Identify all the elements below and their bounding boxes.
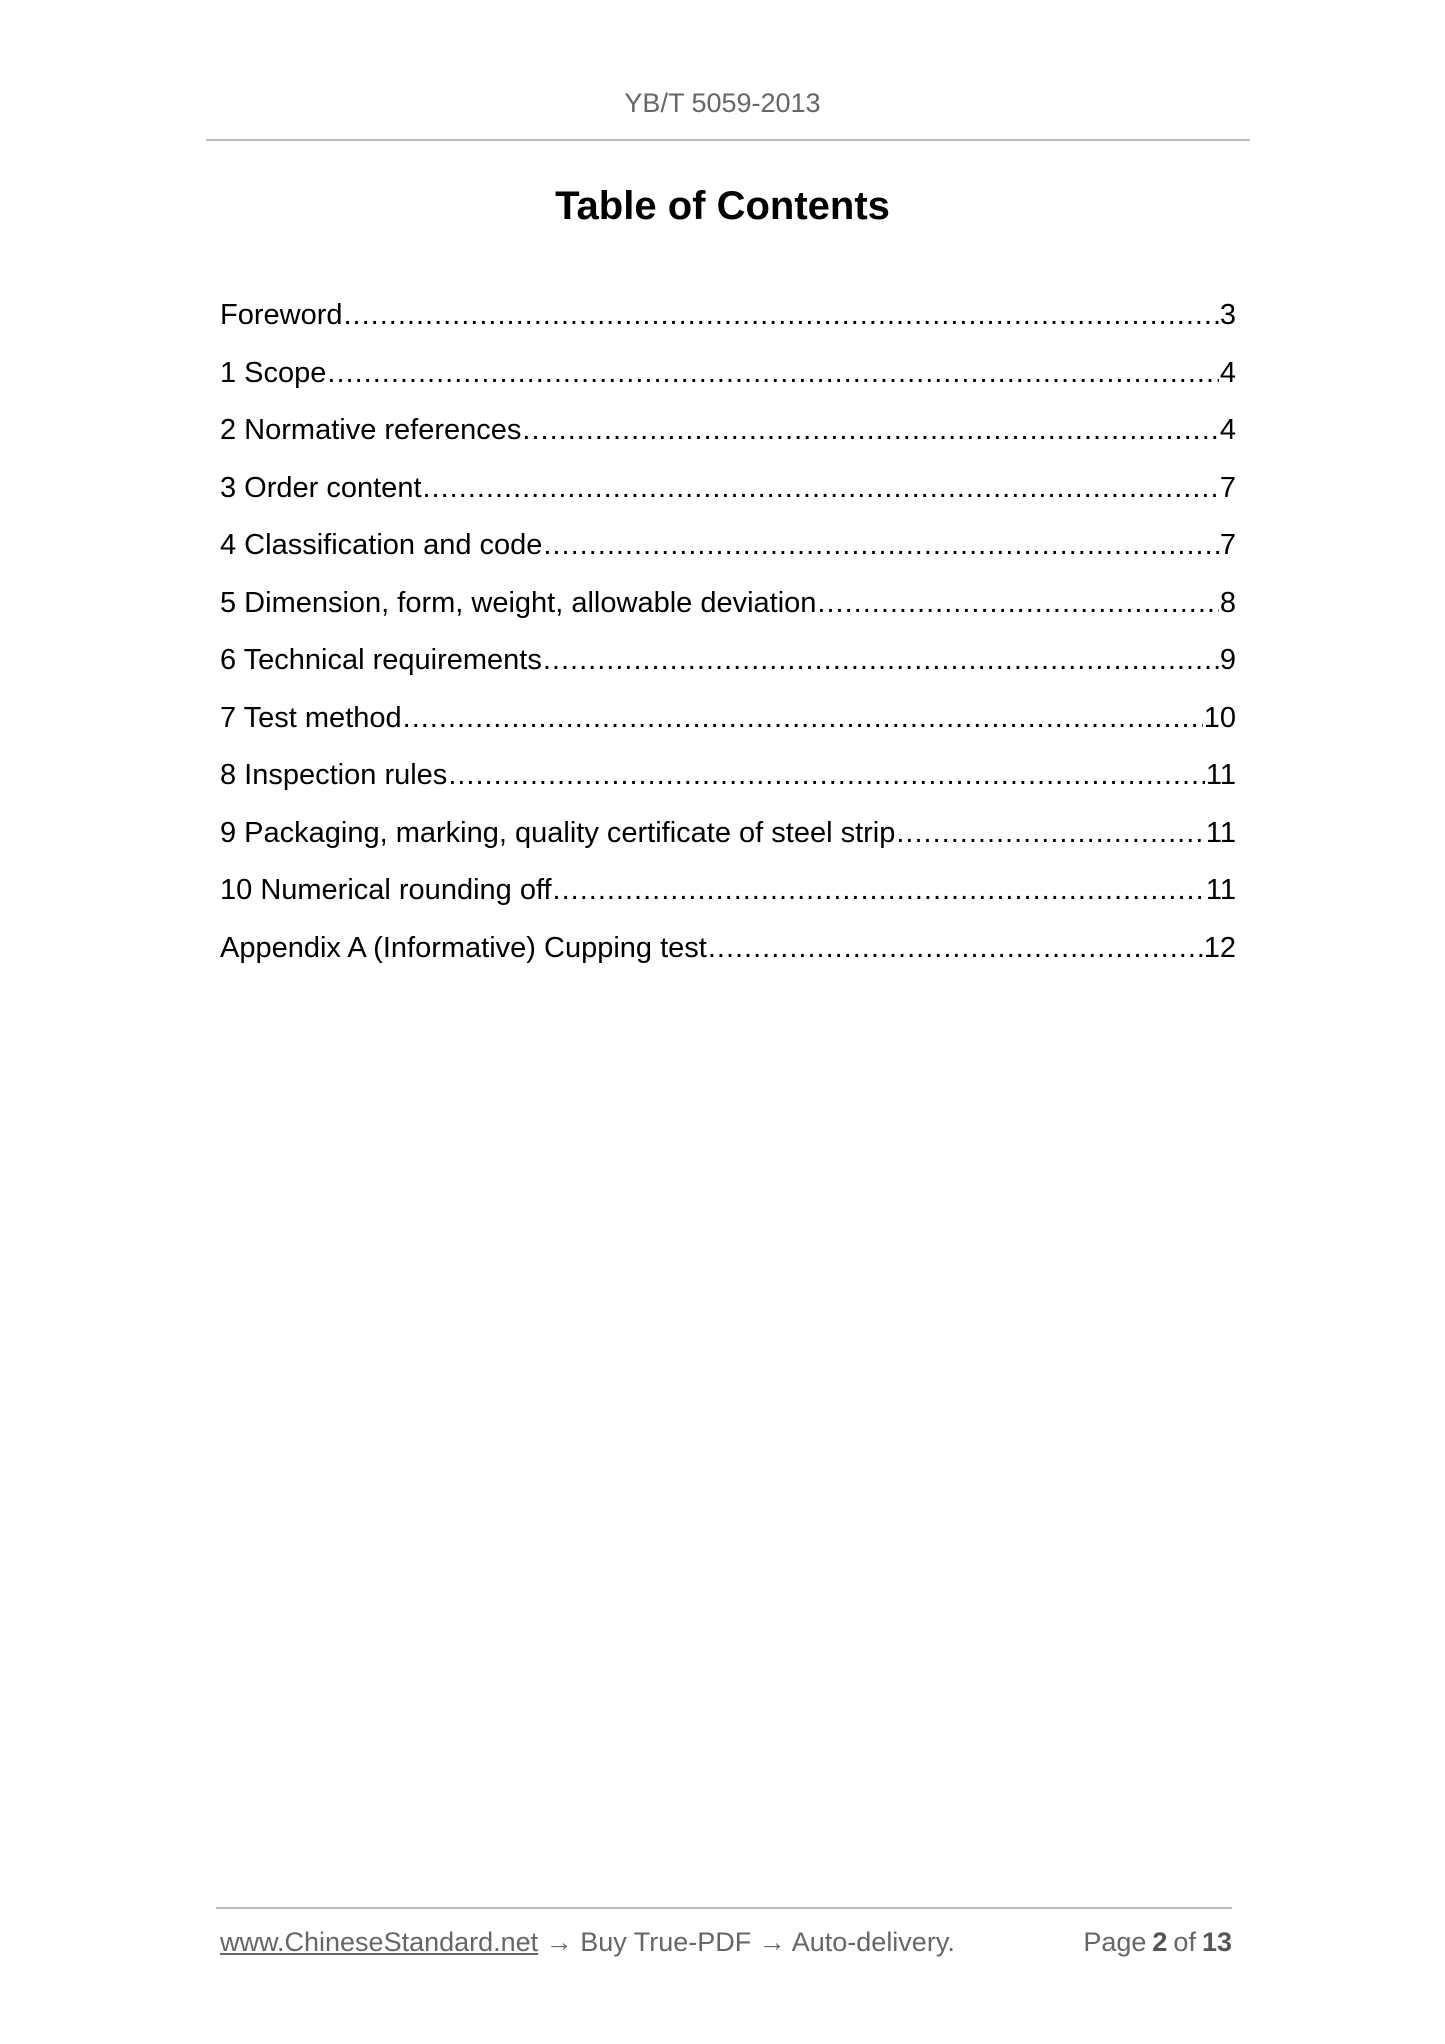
toc-dot-leader xyxy=(522,409,1218,451)
toc-entry-classification[interactable] xyxy=(220,524,1236,582)
toc-entry-label: 4 Classification and code xyxy=(220,529,543,561)
toc-entry-page: 8 xyxy=(1219,586,1236,619)
toc-entry-page: 11 xyxy=(1205,759,1236,791)
toc-entry-test-method[interactable] xyxy=(220,697,1236,755)
toc-entry-label: 8 Inspection rules xyxy=(220,759,448,791)
page-title: Table of Contents xyxy=(555,184,890,228)
toc-entry-page: 9 xyxy=(1219,644,1236,676)
toc-dot-leader xyxy=(423,467,1219,509)
toc-entry-label: 5 Dimension, form, weight, allowable deviation xyxy=(220,586,817,619)
toc-entry-label: Appendix A (Informative) Cupping test xyxy=(220,931,707,964)
toc-entry-page: 11 xyxy=(1205,816,1236,849)
toc-entry-packaging[interactable] xyxy=(220,812,1236,870)
toc-dot-leader xyxy=(448,754,1205,796)
toc-entry-numerical-rounding[interactable] xyxy=(220,869,1236,927)
toc-entry-page: 7 xyxy=(1219,471,1236,504)
toc-entry-page: 12 xyxy=(1203,931,1236,964)
toc-entry-label: 6 Technical requirements xyxy=(220,644,542,676)
toc-entry-technical-requirements[interactable] xyxy=(220,639,1236,697)
footer-left xyxy=(220,1927,955,1958)
toc-entry-label: 10 Numerical rounding off xyxy=(220,874,552,906)
toc-dot-leader xyxy=(708,927,1203,969)
toc-entry-label: Foreword xyxy=(220,299,343,331)
of-word: of xyxy=(1173,1927,1196,1957)
toc-entry-foreword[interactable] xyxy=(220,294,1236,352)
footer-tagline: → Buy True-PDF → Auto-delivery. xyxy=(538,1927,955,1957)
toc-dot-leader xyxy=(817,582,1218,624)
page-number xyxy=(1077,1927,1232,1958)
toc-entry-normative-references[interactable] xyxy=(220,409,1236,467)
toc-entry-label: 9 Packaging, marking, quality certificate of steel strip xyxy=(220,816,896,849)
toc-entry-label: 3 Order content xyxy=(220,471,422,504)
toc-entry-page: 4 xyxy=(1219,414,1236,446)
toc-list xyxy=(220,294,1236,984)
toc-dot-leader xyxy=(553,869,1205,911)
toc-entry-page: 4 xyxy=(1219,356,1236,389)
page-footer xyxy=(220,1927,1232,1958)
page-current: 2 xyxy=(1152,1927,1168,1957)
toc-entry-label: 7 Test method xyxy=(220,701,402,734)
toc-entry-label: 2 Normative references xyxy=(220,414,522,446)
toc-dot-leader xyxy=(403,697,1203,739)
toc-entry-order-content[interactable] xyxy=(220,467,1236,525)
toc-dot-leader xyxy=(327,352,1218,394)
toc-entry-page: 10 xyxy=(1203,701,1236,734)
footer-divider xyxy=(216,1907,1232,1909)
toc-entry-scope[interactable] xyxy=(220,352,1236,410)
toc-entry-page: 7 xyxy=(1219,529,1236,561)
page-total: 13 xyxy=(1201,1927,1232,1957)
toc-dot-leader xyxy=(543,524,1218,566)
toc-dot-leader xyxy=(896,812,1205,854)
page-word: Page xyxy=(1083,1927,1147,1957)
toc-entry-dimension[interactable] xyxy=(220,582,1236,640)
footer-website-link[interactable]: www.ChineseStandard.net xyxy=(220,1927,539,1957)
toc-entry-page: 11 xyxy=(1205,874,1236,906)
header-divider xyxy=(206,139,1250,141)
toc-entry-page: 3 xyxy=(1219,299,1236,331)
toc-entry-appendix-a[interactable] xyxy=(220,927,1236,985)
toc-dot-leader xyxy=(344,294,1219,336)
toc-dot-leader xyxy=(543,639,1219,681)
toc-entry-label: 1 Scope xyxy=(220,356,327,389)
running-header: YB/T 5059-2013 xyxy=(624,88,821,118)
toc-entry-inspection-rules[interactable] xyxy=(220,754,1236,812)
